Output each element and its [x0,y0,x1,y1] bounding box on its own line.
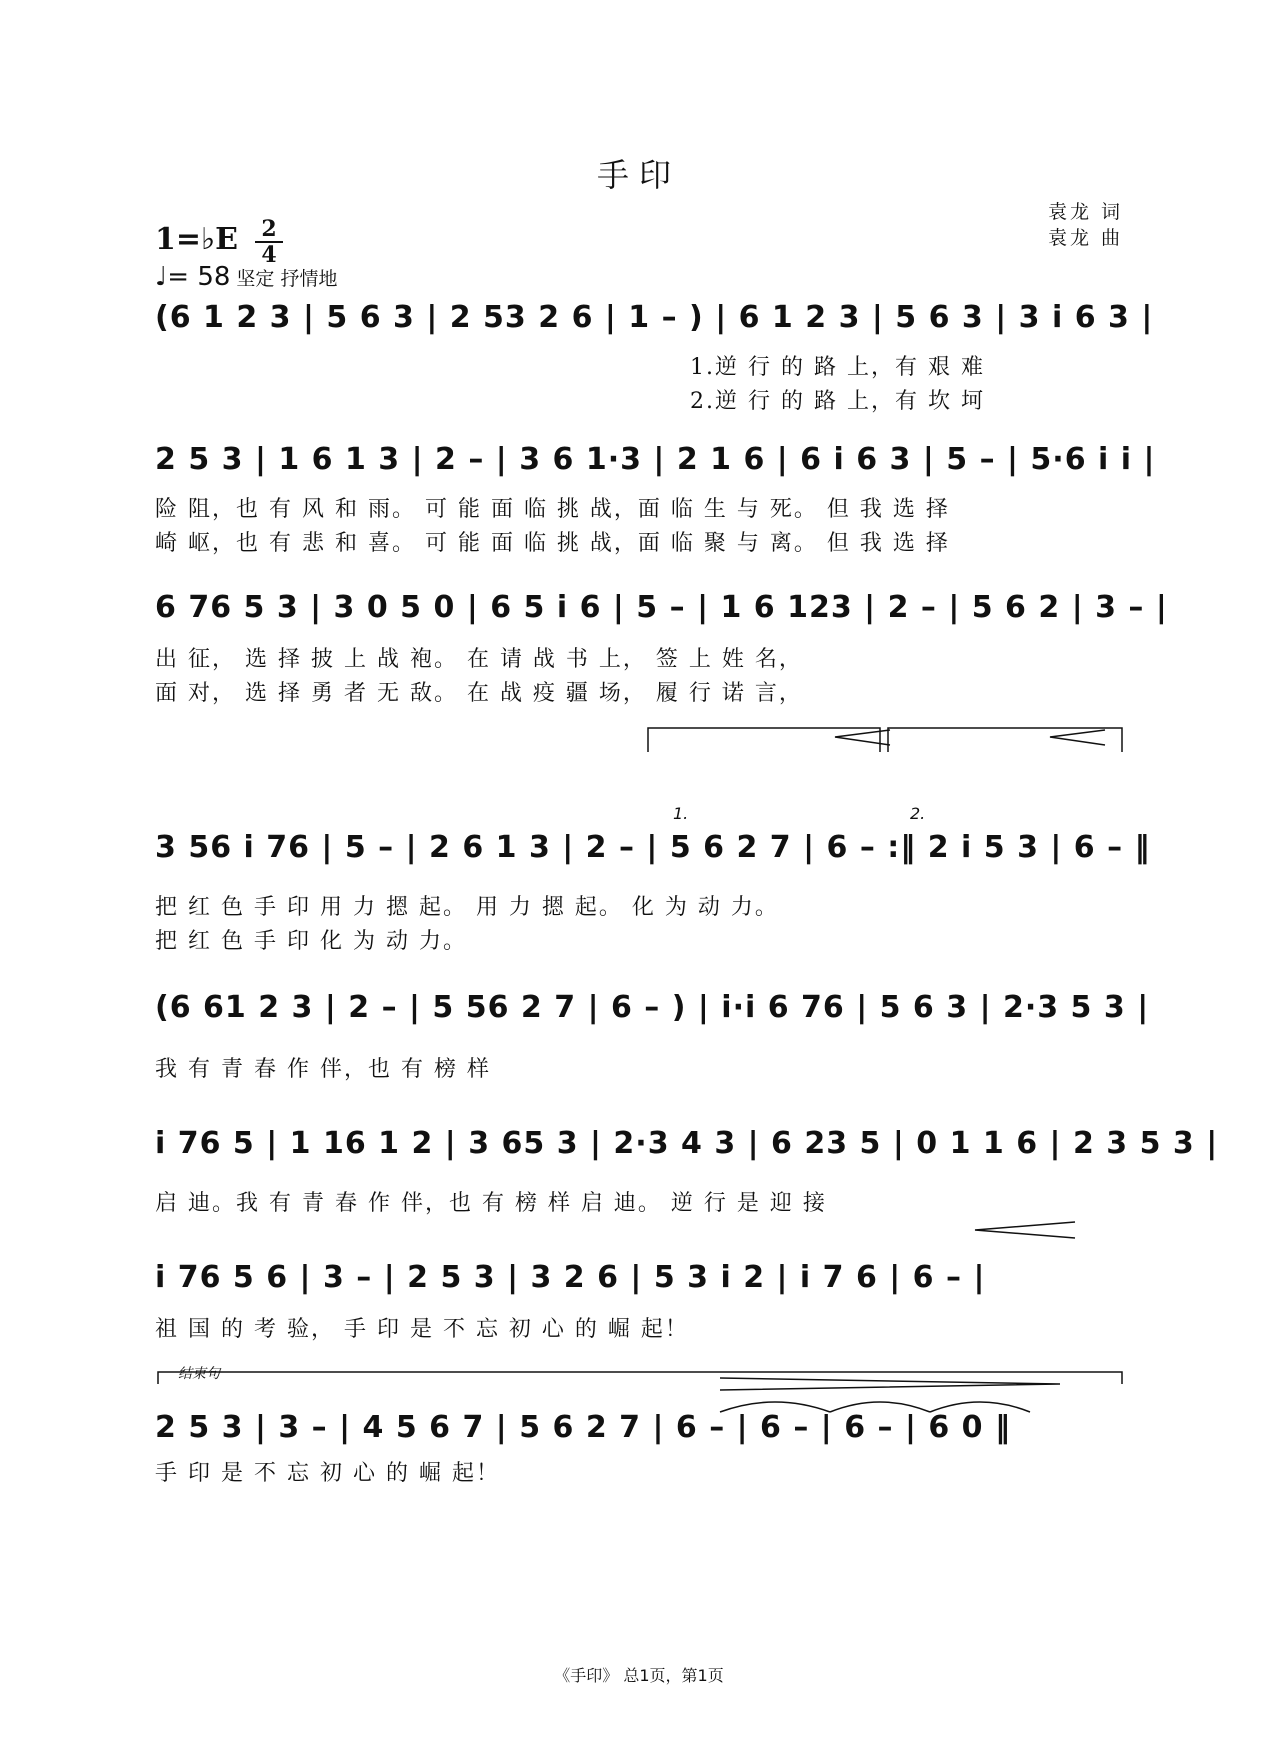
score-system-5 [155,990,1150,1054]
ending-label: 结束句 [178,1366,220,1382]
tempo-marking [155,262,337,292]
page-title: 手印 [596,156,681,194]
lyric-line-verse-1: 1.逆 行 的 路 上，有 艰 难 [690,355,985,380]
lyric-line-verse-1: 出 征， 选 择 披 上 战 袍。 在 请 战 书 上， 签 上 姓 名， [155,647,803,672]
lyric-line-verse-2: 面 对， 选 择 勇 者 无 敌。 在 战 疫 疆 场， 履 行 诺 言， [155,681,803,706]
time-signature-bottom: 4 [261,242,277,268]
page-footer: 《手印》 总1页，第1页 [554,1666,724,1685]
lyric-line: 启 迪。我 有 青 春 作 伴，也 有 榜 样 启 迪。 逆 行 是 迎 接 [155,1191,827,1216]
tempo-expression: 坚定 抒情地 [236,268,338,290]
lyric-line-verse-2: 把 红 色 手 印 化 为 动 力。 [155,929,467,954]
lyric-line: 手 印 是 不 忘 初 心 的 崛 起！ [155,1461,500,1486]
notation-line: 6 76 5 3 | 3 0 5 0 | 6 5 i 6 | 5 – | 1 6 123 | 2 – | 5 6 2 | 3 – | [155,590,1168,625]
lyric-line-verse-1: 险 阻，也 有 风 和 雨。 可 能 面 临 挑 战，面 临 生 与 死。 但 我 选 择 [155,497,950,522]
crescendo-hairpin [1050,730,1105,745]
lyric-line: 祖 国 的 考 验， 手 印 是 不 忘 初 心 的 崛 起！ [155,1317,689,1342]
time-signature [255,218,283,266]
volta-1-label: 1. [673,804,689,823]
lyricist-credit: 袁龙 词 [1047,201,1123,223]
volta-2-bracket [888,728,1122,752]
volta-2-label: 2. [910,804,926,823]
lyric-line-verse-2: 崎 岖，也 有 悲 和 喜。 可 能 面 临 挑 战，面 临 聚 与 离。 但 我 选 择 [155,531,950,556]
lyric-line-verse-2: 2.逆 行 的 路 上，有 坎 坷 [690,389,985,414]
crescendo-hairpin [975,1222,1075,1238]
notation-line: 3 56 i 76 | 5 – | 2 6 1 3 | 2 – | 5 6 2 7 | 6 – :‖ 2 i 5 3 | 6 – ‖ [155,830,1151,865]
time-signature-top: 2 [261,216,277,242]
decrescendo-hairpin [720,1378,1060,1390]
tempo-value: ♩= 58 [155,262,231,292]
notation-line: 2 5 3 | 1 6 1 3 | 2 – | 3 6 1·3 | 2 1 6 | 6 i 6 3 | 5 – | 5·6 i i | [155,442,1156,477]
key-signature: 1=♭E [155,222,239,257]
score-system-4 [155,830,1151,894]
composer-credit: 袁龙 曲 [1047,227,1123,249]
volta-1-bracket [648,728,880,752]
notation-line: (6 61 2 3 | 2 – | 5 56 2 7 | 6 – ) | i·i 6 76 | 5 6 3 | 2·3 5 3 | [155,990,1150,1025]
notation-line: i 76 5 6 | 3 – | 2 5 3 | 3 2 6 | 5 3 i 2 | i 7 6 | 6 – | [155,1260,986,1295]
notation-line: (6 1 2 3 | 5 6 3 | 2 53 2 6 | 1 – ) | 6 1 2 3 | 5 6 3 | 3 i 6 3 | [155,300,1154,335]
score-system-6 [155,1126,1219,1190]
lyric-line-verse-1: 把 红 色 手 印 用 力 摁 起。 用 力 摁 起。 化 为 动 力。 [155,895,779,920]
notation-line: i 76 5 | 1 16 1 2 | 3 65 3 | 2·3 4 3 | 6 23 5 | 0 1 1 6 | 2 3 5 3 | [155,1126,1219,1161]
crescendo-hairpin [835,730,890,745]
notation-line: 2 5 3 | 3 – | 4 5 6 7 | 5 6 2 7 | 6 – | 6 – | 6 – | 6 0 ‖ [155,1410,1011,1445]
ending-bracket [158,1372,1122,1384]
lyric-line: 我 有 青 春 作 伴，也 有 榜 样 [155,1057,491,1082]
